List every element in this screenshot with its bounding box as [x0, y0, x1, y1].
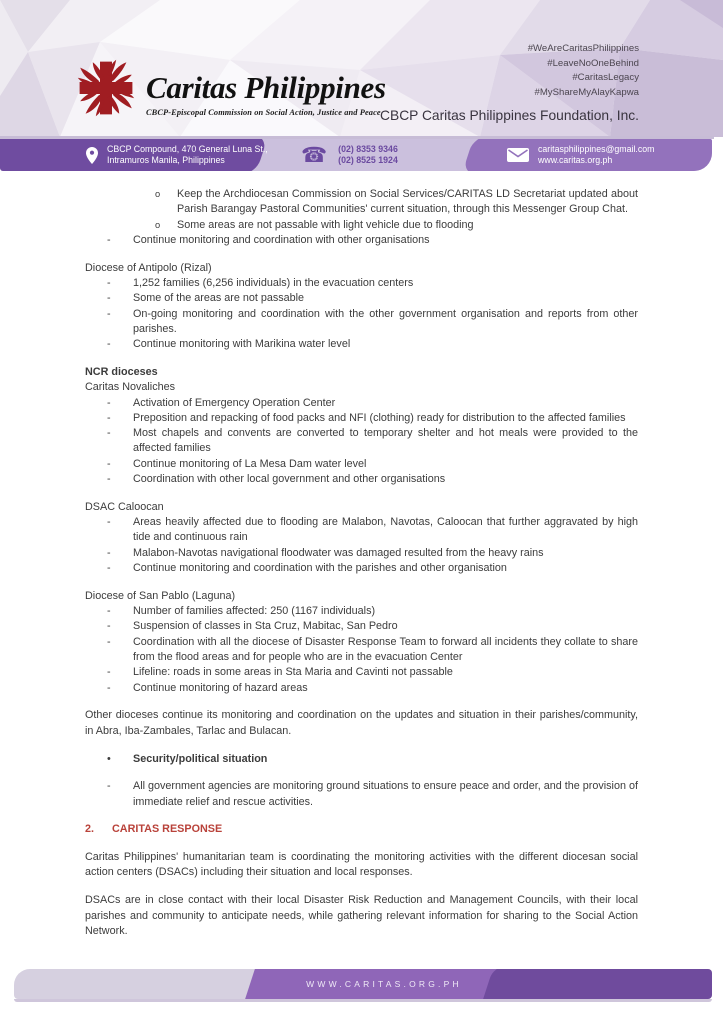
dash-item [85, 681, 638, 696]
dash-item [85, 307, 638, 338]
dash-item-text: All government agencies are monitoring ground situations to ensure peace and order, and the provision of immediate relief and rescue activities. [133, 780, 638, 808]
disc-marker: • [107, 752, 111, 765]
dash-item-text: Some of the areas are not passable [133, 292, 305, 305]
dash-marker: - [107, 233, 111, 246]
dash-marker: - [107, 605, 111, 618]
group-heading: DSAC Caloocan [85, 500, 164, 513]
dash-item-text: Coordination with other local government and other organisations [133, 473, 446, 486]
response-paragraph: Caritas Philippines' humanitarian team is coordinating the monitoring activities with the different diocesan social action centers (DSACs) including their situation and local responses. [85, 851, 638, 879]
header-right-block [380, 42, 639, 123]
phone-number-2: (02) 8525 1924 [338, 155, 398, 165]
dash-item [85, 635, 638, 666]
dash-item [85, 291, 638, 306]
footer-segment-right [482, 969, 712, 999]
security-bullet [85, 752, 638, 767]
group-subheading: Caritas Novaliches [85, 381, 176, 394]
foundation-name: CBCP Caritas Philippines Foundation, Inc. [380, 107, 639, 123]
email-address: caritasphilippines@gmail.com [538, 143, 655, 154]
circle-marker: o [155, 219, 161, 230]
dash-item-text: Number of families affected: 250 (1167 individuals) [133, 605, 376, 618]
dash-marker: - [107, 473, 111, 486]
phone-icon: ☎ [301, 143, 328, 167]
dash-item-text: Continue monitoring and coordination with other organisations [133, 233, 430, 246]
group-heading: NCR dioceses [85, 365, 158, 378]
section-title: CARITAS RESPONSE [112, 823, 223, 836]
dash-marker: - [107, 427, 111, 440]
footer-website: WWW.CARITAS.ORG.PH [306, 979, 462, 989]
hashtag: #LeaveNoOneBehind [547, 57, 639, 69]
document-body [85, 187, 638, 939]
sub-bullet-text: Keep the Archdiocesan Commission on Social Services/CARITAS LD Secretariat updated about Parish Barangay Pastoral Communities' current situation, through this Messenger Group Chat. [177, 188, 638, 216]
location-pin-icon [86, 147, 98, 164]
dash-item-text: Activation of Emergency Operation Center [133, 396, 336, 409]
phone-block [301, 139, 398, 171]
dash-item [85, 665, 638, 680]
dash-marker: - [107, 396, 111, 409]
dash-item [85, 276, 638, 291]
envelope-icon [507, 148, 529, 162]
other-dioceses-paragraph: Other dioceses continue its monitoring and coordination on the updates and situation in their parishes/community, in Abra, Iba-Zambales, Tarlac and Bulacan. [85, 709, 638, 737]
dash-marker: - [107, 635, 111, 648]
dash-item-text: 1,252 families (6,256 individuals) in the evacuation centers [133, 276, 414, 289]
dash-item-text: Continue monitoring with Marikina water level [133, 338, 351, 351]
phone-number-1: (02) 8353 9346 [338, 143, 398, 154]
dash-marker: - [107, 411, 111, 424]
dash-marker: - [107, 562, 111, 575]
dash-marker: - [107, 681, 111, 694]
dash-marker: - [107, 338, 111, 351]
section-number: 2. [85, 823, 95, 836]
website-url: www.caritas.org.ph [538, 155, 613, 165]
dash-item [85, 546, 638, 561]
logo-block [76, 57, 386, 119]
dash-item-text: Suspension of classes in Sta Cruz, Mabitac, San Pedro [133, 620, 398, 633]
dash-item-text: Areas heavily affected due to flooding are Malabon, Navotas, Caloocan that further aggravated by high tide and continuous rain [133, 516, 638, 544]
footer-bar [14, 969, 712, 999]
dash-marker: - [107, 620, 111, 633]
dash-marker: - [107, 780, 111, 793]
wordmark [146, 57, 386, 119]
group-heading: Diocese of Antipolo (Rizal) [85, 261, 212, 274]
dash-item [85, 233, 638, 248]
dash-marker: - [107, 457, 111, 470]
dash-marker: - [107, 516, 111, 529]
dash-marker: - [107, 292, 111, 305]
dash-item [85, 515, 638, 546]
caritas-logo-icon [76, 57, 136, 119]
org-subtitle: CBCP-Episcopal Commission on Social Action, Justice and Peace [146, 108, 381, 117]
dash-item [85, 619, 638, 634]
sub-bullet-item [85, 187, 638, 218]
address-line2: Intramuros Manila, Philippines [107, 155, 225, 165]
dash-item [85, 426, 638, 457]
hashtag: #MyShareMyAlayKapwa [534, 87, 639, 99]
dash-item [85, 472, 638, 487]
org-title: Caritas Philippines [146, 70, 386, 105]
dash-item [85, 337, 638, 352]
dash-item-text: Most chapels and convents are converted to temporary shelter and hot meals were provided to the affected families [133, 427, 638, 455]
dash-item-text: Continue monitoring of hazard areas [133, 681, 308, 694]
dash-item-text: Coordination with all the diocese of Disaster Response Team to forward all incidents they collate to share from the flood areas and for people who are in the evacuation Center [133, 635, 638, 664]
footer-bottom-stripe [14, 999, 712, 1002]
group-heading: Diocese of San Pablo (Laguna) [85, 589, 236, 602]
response-paragraph: DSACs are in close contact with their local Disaster Risk Reduction and Management Councils, with their local parishes and community to anticipate needs, while gathering relevant information for sharing to the Social Action Network. [85, 894, 638, 937]
dash-item [85, 411, 638, 426]
address-block [86, 139, 268, 171]
dash-item-text: Malabon-Navotas navigational floodwater was damaged resulted from the heavy rains [133, 546, 544, 559]
address-line1: CBCP Compound, 470 General Luna St., [107, 143, 268, 154]
dash-item [85, 561, 638, 576]
dash-item-text: Preposition and repacking of food packs and NFI (clothing) ready for distribution to the affected families [133, 411, 626, 424]
circle-marker: o [155, 189, 161, 199]
hashtag: #CaritasLegacy [572, 72, 639, 84]
contact-bar [0, 139, 712, 171]
dash-item-text: On-going monitoring and coordination with the other government organisation and reports from other parishes. [133, 307, 638, 335]
sub-bullet-item [85, 218, 638, 233]
dash-item [85, 396, 638, 411]
dash-item [85, 457, 638, 472]
dash-marker: - [107, 307, 111, 320]
dash-marker: - [107, 666, 111, 679]
email-block [507, 139, 655, 171]
security-title: Security/political situation [133, 752, 268, 765]
dash-item-text: Continue monitoring and coordination with the parishes and other organisation [133, 562, 507, 575]
dash-item-text: Lifeline: roads in some areas in Sta Maria and Cavinti not passable [133, 666, 453, 679]
dash-marker: - [107, 546, 111, 559]
section-2-heading [85, 822, 638, 837]
dash-marker: - [107, 276, 111, 289]
hashtag: #WeAreCaritasPhilippines [527, 43, 639, 54]
dash-item [85, 779, 638, 810]
sub-bullet-text: Some areas are not passable with light vehicle due to flooding [177, 218, 474, 231]
dash-item-text: Continue monitoring of La Mesa Dam water level [133, 457, 367, 470]
dash-item [85, 604, 638, 619]
